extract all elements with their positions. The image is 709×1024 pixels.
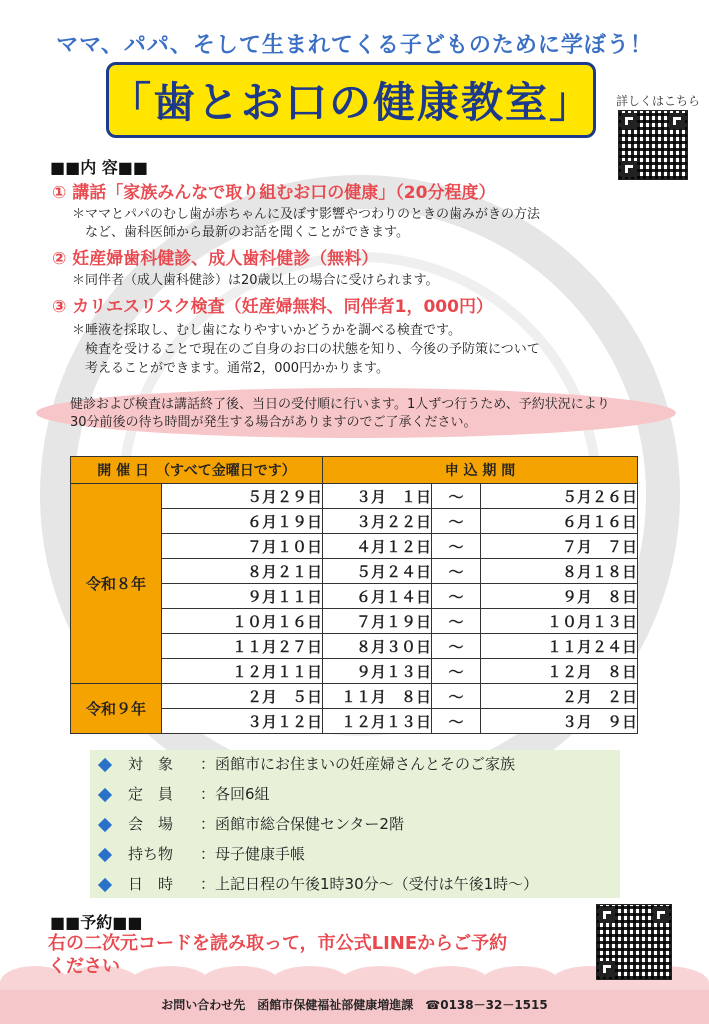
- qr-finder-icon: [669, 113, 685, 129]
- period-tilde: ～: [432, 509, 481, 534]
- period-tilde: ～: [432, 484, 481, 509]
- period-end: ２月 ２日: [481, 684, 638, 709]
- reserve-line-2: ください: [48, 956, 120, 977]
- info-box: [90, 750, 620, 898]
- item-1-note-1: ＊ママとパパのむし歯が赤ちゃんに及ぼす影響やつわりのときの歯みがきの方法: [72, 207, 541, 222]
- schedule-header-row: [71, 457, 638, 484]
- info-value: ：上記日程の午後1時30分～（受付は午後1時～）: [200, 875, 539, 893]
- period-start: ９月１３日: [323, 659, 432, 684]
- item-2-heading: ② 妊産婦歯科健診、成人歯科健診（無料）: [52, 249, 379, 269]
- schedule-row: [71, 684, 638, 709]
- reserve-text: [48, 932, 588, 978]
- period-end: ３月 ９日: [481, 709, 638, 734]
- info-label: 会 場: [128, 815, 174, 833]
- info-value: ：各回6組: [200, 785, 270, 803]
- info-label: 持ち物: [128, 845, 174, 863]
- qr-code-info[interactable]: [618, 110, 688, 180]
- diamond-bullet-icon: [98, 847, 112, 861]
- header-date: 開 催 日 （すべて金曜日です）: [71, 457, 323, 484]
- period-end: ６月１６日: [481, 509, 638, 534]
- period-start: ７月１９日: [323, 609, 432, 634]
- period-end: １２月 ８日: [481, 659, 638, 684]
- page-title: 「歯とお口の健康教室」: [109, 78, 594, 127]
- period-start: ３月 １日: [323, 484, 432, 509]
- item-1-note-2: など、歯科医師から最新のお話を聞くことができます。: [72, 225, 409, 240]
- info-value: ：函館市にお住まいの妊産婦さんとそのご家族: [200, 755, 516, 773]
- period-start: ６月１４日: [323, 584, 432, 609]
- schedule-date: ９月１１日: [162, 584, 323, 609]
- diamond-bullet-icon: [98, 817, 112, 831]
- period-end: ８月１８日: [481, 559, 638, 584]
- footer-contact: お問い合わせ先 函館市保健福祉部健康増進課 ☎0138－32－1515: [161, 998, 548, 1012]
- title-banner: [106, 62, 596, 138]
- schedule-year: 令和８年: [71, 484, 162, 684]
- info-value: ：函館市総合保健センター2階: [200, 815, 404, 833]
- item-1-heading: ① 講話「家族みんなで取り組むお口の健康」（20分程度）: [52, 183, 496, 203]
- schedule-table: [70, 456, 638, 734]
- period-end: １０月１３日: [481, 609, 638, 634]
- schedule-body: [71, 484, 638, 734]
- qr-finder-icon: [599, 907, 615, 923]
- notice-line-2: 30分前後の待ち時間が発生する場合がありますのでご了承ください。: [70, 415, 477, 430]
- info-row-venue: [100, 810, 404, 838]
- period-start: ５月２４日: [323, 559, 432, 584]
- period-end: ５月２６日: [481, 484, 638, 509]
- period-end: ９月 ８日: [481, 584, 638, 609]
- schedule-date: １１月２７日: [162, 634, 323, 659]
- info-row-capacity: [100, 780, 270, 808]
- schedule-date: １０月１６日: [162, 609, 323, 634]
- period-start: ８月３０日: [323, 634, 432, 659]
- info-value: ：母子健康手帳: [200, 845, 306, 863]
- reserve-heading: ■■予約■■: [50, 913, 143, 932]
- qr-code-line-reserve[interactable]: [596, 904, 672, 980]
- notice-line-1: 健診および検査は講話終了後、当日の受付順に行います。1人ずつ行うため、予約状況により: [70, 397, 610, 412]
- schedule-row: [71, 484, 638, 509]
- period-end: １１月２４日: [481, 634, 638, 659]
- item-3-note-3: 考えることができます。通常2，000円かかります。: [72, 361, 390, 376]
- info-label: 対 象: [128, 755, 174, 773]
- header-period: 申 込 期 間: [323, 457, 638, 484]
- schedule-date: ６月１９日: [162, 509, 323, 534]
- period-start: １２月１３日: [323, 709, 432, 734]
- info-label: 定 員: [128, 785, 174, 803]
- qr-finder-icon: [599, 961, 615, 977]
- item-3-note-2: 検査を受けることで現在のご自身のお口の状態を知り、今後の予防策について: [72, 342, 540, 357]
- period-tilde: ～: [432, 609, 481, 634]
- qr-finder-icon: [621, 113, 637, 129]
- schedule-date: ３月１２日: [162, 709, 323, 734]
- info-row-target: [100, 750, 515, 778]
- period-tilde: ～: [432, 559, 481, 584]
- period-tilde: ～: [432, 659, 481, 684]
- period-tilde: ～: [432, 634, 481, 659]
- info-row-time: [100, 870, 538, 898]
- period-start: ３月２２日: [323, 509, 432, 534]
- info-row-belongings: [100, 840, 305, 868]
- reserve-line-1: 右の二次元コードを読み取って，市公式LINEからご予約: [48, 933, 508, 954]
- contents-heading: ■■内 容■■: [50, 158, 149, 177]
- item-3-heading: ③ カリエスリスク検査（妊産婦無料、同伴者1，000円）: [52, 297, 493, 317]
- diamond-bullet-icon: [98, 877, 112, 891]
- period-tilde: ～: [432, 584, 481, 609]
- notice-text: [70, 396, 670, 432]
- schedule-year: 令和９年: [71, 684, 162, 734]
- schedule-date: ７月１０日: [162, 534, 323, 559]
- item-3-note-1: ＊唾液を採取し、むし歯になりやすいかどうかを調べる検査です。: [72, 323, 461, 338]
- subtitle: ママ、パパ、そして生まれてくる子どものために学ぼう！: [56, 33, 653, 58]
- qr-finder-icon: [621, 161, 637, 177]
- period-tilde: ～: [432, 709, 481, 734]
- period-end: ７月 ７日: [481, 534, 638, 559]
- schedule-date: ８月２１日: [162, 559, 323, 584]
- schedule-date: ２月 ５日: [162, 684, 323, 709]
- qr-finder-icon: [653, 907, 669, 923]
- qr-label: 詳しくはこちら: [616, 94, 701, 108]
- period-tilde: ～: [432, 684, 481, 709]
- period-tilde: ～: [432, 534, 481, 559]
- schedule-date: ５月２９日: [162, 484, 323, 509]
- info-label: 日 時: [128, 875, 174, 893]
- diamond-bullet-icon: [98, 757, 112, 771]
- period-start: １１月 ８日: [323, 684, 432, 709]
- diamond-bullet-icon: [98, 787, 112, 801]
- period-start: ４月１２日: [323, 534, 432, 559]
- schedule-date: １２月１１日: [162, 659, 323, 684]
- item-2-note-1: ＊同伴者（成人歯科健診）は20歳以上の場合に受けられます。: [72, 273, 439, 288]
